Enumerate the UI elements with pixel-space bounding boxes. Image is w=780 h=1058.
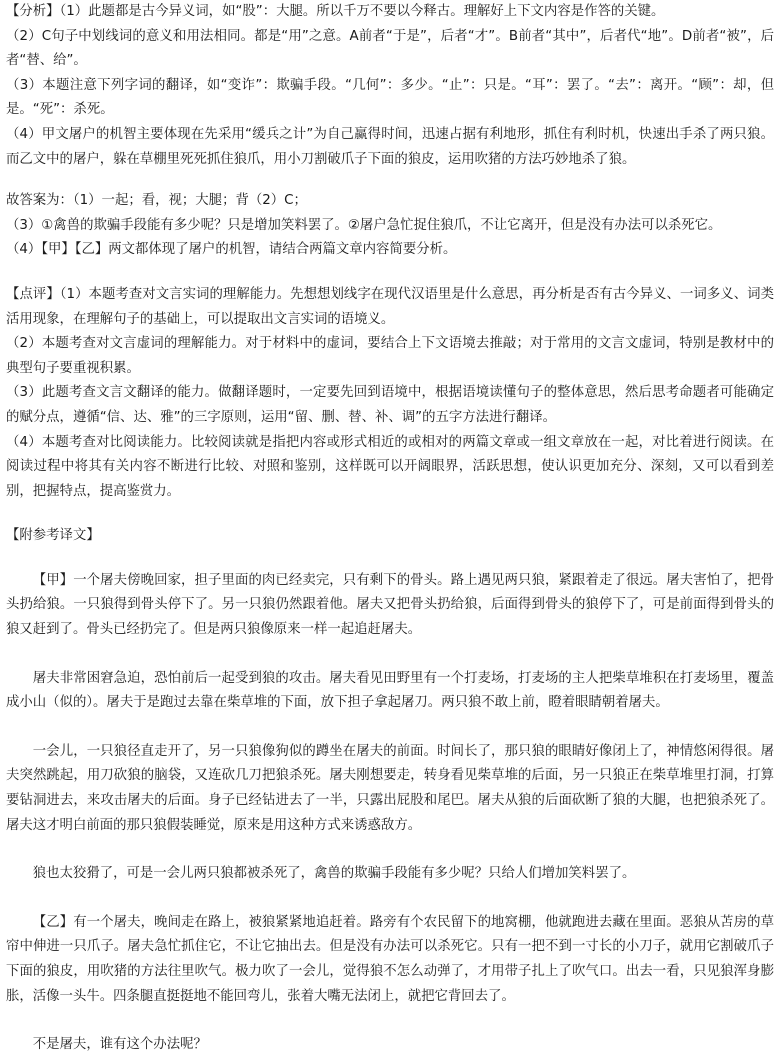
spacer bbox=[6, 549, 774, 569]
translation-paragraph-2: 屠夫非常困窘急迫，恐怕前后一起受到狼的攻击。屠夫看见田野里有一个打麦场，打麦场的主人把柴草堆积在打麦场里，覆盖成小山（似的）。屠夫于是跑过去靠在柴草堆的下面，放下担子拿起屠刀。两只狼不敢上前，瞪着眼睛朝着屠夫。 bbox=[6, 670, 774, 711]
translation-paragraph-4: 狼也太狡猾了，可是一会儿两只狼都被杀死了，禽兽的欺骗手段能有多少呢？只给人们增加笑料罢了。 bbox=[32, 866, 636, 882]
analysis-paragraph-1: 【分析】（1）此题都是古今异义词，如“股”：大腿。所以千万不要以今释古。理解好上下文内容是作答的关键。 bbox=[6, 4, 665, 19]
answer-line-2: （3）①禽兽的欺骗手段能有多少呢？只是增加笑料罢了。②屠户急忙捉住狼爪，不让它离开，但是没有办法可以杀死它。 bbox=[6, 217, 722, 233]
answer-line-3: （4）【甲】【乙】两文都体现了屠户的机智，请结合两篇文章内容简要分析。 bbox=[6, 242, 457, 258]
spacer bbox=[6, 887, 774, 911]
translation-heading: 【附参考译文】 bbox=[6, 528, 100, 544]
comment-section bbox=[6, 283, 774, 504]
translation-paragraph-5: 【乙】有一个屠夫，晚间走在路上，被狼紧紧地追赶着。路旁有个农民留下的地窝棚，他就跑进去藏在里面。恶狼从苫房的草帘中伸进一只爪子。屠夫急忙抓住它，不让它抽出去。但是没有办法可以杀死它。只有一把不到一寸长的小刀子，就用它割破爪子下面的狼皮，用吹猪的方法往里吹气。极力吹了一会儿，觉得狼不怎么动弹了，才用带子扎上了吹气口。出去一看，只见狼浑身膨胀，活像一头牛。四条腿直挺挺地不能回弯儿，张着大嘴无法闭上，就把它背回去了。 bbox=[6, 914, 774, 1004]
answer-section bbox=[6, 189, 774, 263]
spacer bbox=[6, 504, 774, 524]
spacer bbox=[6, 263, 774, 283]
analysis-paragraph-2: （2）C句子中划线词的意义和用法相同。都是“用”之意。A前者“于是”，后者“才”。B前者“其中”，后者代“地”。D前者“被”，后者“替、给”。 bbox=[6, 28, 774, 69]
comment-paragraph-1: 【点评】（1）本题考查对文言实词的理解能力。先想想划线字在现代汉语里是什么意思，再分析是否有古今异义、一词多义、词类活用现象，在理解句子的基础上，可以提取出文言实词的语境义。 bbox=[6, 286, 774, 327]
comment-paragraph-3: （3）此题考查文言文翻译的能力。做翻译题时，一定要先回到语境中，根据语境读懂句子的整体意思，然后思考命题者可能确定的赋分点，遵循“信、达、雅”的三字原则，运用“留、删、替、补、调”的五字方法进行翻译。 bbox=[6, 385, 774, 425]
translation-paragraph-3: 一会儿，一只狼径直走开了，另一只狼像狗似的蹲坐在屠夫的前面。时间长了，那只狼的眼睛好像闭上了，神情悠闲得很。屠夫突然跳起，用刀砍狼的脑袋，又连砍几刀把狼杀死。屠夫刚想要走，转身看见柴草堆的后面，另一只狼正在柴草堆里打洞，打算要钻洞进去，来攻击屠夫的后面。身子已经钻进去了一半，只露出屁股和尾巴。屠夫从狼的后面砍断了狼的大腿，也把狼杀死了。屠夫这才明白前面的那只狼假装睡觉，原来是用这种方式来诱惑敌方。 bbox=[6, 743, 774, 833]
comment-paragraph-2: （2）本题考查对文言虚词的理解能力。对于材料中的虚词，要结合上下文语境去推敲；对于常用的文言文虚词，特别是教材中的典型句子要重视积累。 bbox=[6, 336, 774, 376]
translation-paragraph-1: 【甲】一个屠夫傍晚回家，担子里面的肉已经卖完，只有剩下的骨头。路上遇见两只狼，紧跟着走了很远。屠夫害怕了，把骨头扔给狼。一只狼得到骨头停下了。另一只狼仍然跟着他。屠夫又把骨头扔给狼，后面得到骨头的狼停下了，可是前面得到骨头的狼又赶到了。骨头已经扔完了。但是两只狼像原来一样一起追赶屠夫。 bbox=[6, 572, 774, 638]
comment-paragraph-4: （4）本题考查对比阅读能力。比较阅读就是指把内容或形式相近的或相对的两篇文章或一组文章放在一起，对比着进行阅读。在阅读过程中将其有关内容不断进行比较、对照和鉴别，这样既可以开阔眼界，活跃思想，使认识更加充分、深刻，又可以看到差别，把握特点，提高鉴赏力。 bbox=[6, 434, 774, 499]
analysis-paragraph-4: （4）甲文屠户的机智主要体现在先采用“缓兵之计”为自己赢得时间，迅速占据有利地形，抓住有利时机，快速出手杀了两只狼。而乙文中的屠户，躲在草棚里死死抓住狼爪，用小刀割破爪子下面的狼皮，运用吹猪的方法巧妙地杀了狼。 bbox=[6, 126, 774, 167]
analysis-paragraph-3: （3）本题注意下列字词的翻译，如“变诈”：欺骗手段。“几何”：多少。“止”：只是。“耳”：罢了。“去”：离开。“顾”：却，但是。“死”：杀死。 bbox=[6, 77, 774, 118]
spacer bbox=[6, 838, 774, 862]
translation-paragraph-6: 不是屠夫，谁有这个办法呢？ bbox=[32, 1037, 207, 1053]
answer-line-1: 故答案为：（1）一起；看，视；大腿；背（2）C； bbox=[6, 193, 307, 209]
spacer bbox=[6, 643, 774, 667]
spacer bbox=[6, 716, 774, 740]
translation-section bbox=[6, 524, 774, 1058]
spacer bbox=[6, 172, 774, 189]
analysis-section bbox=[6, 0, 774, 172]
spacer bbox=[6, 1009, 774, 1033]
